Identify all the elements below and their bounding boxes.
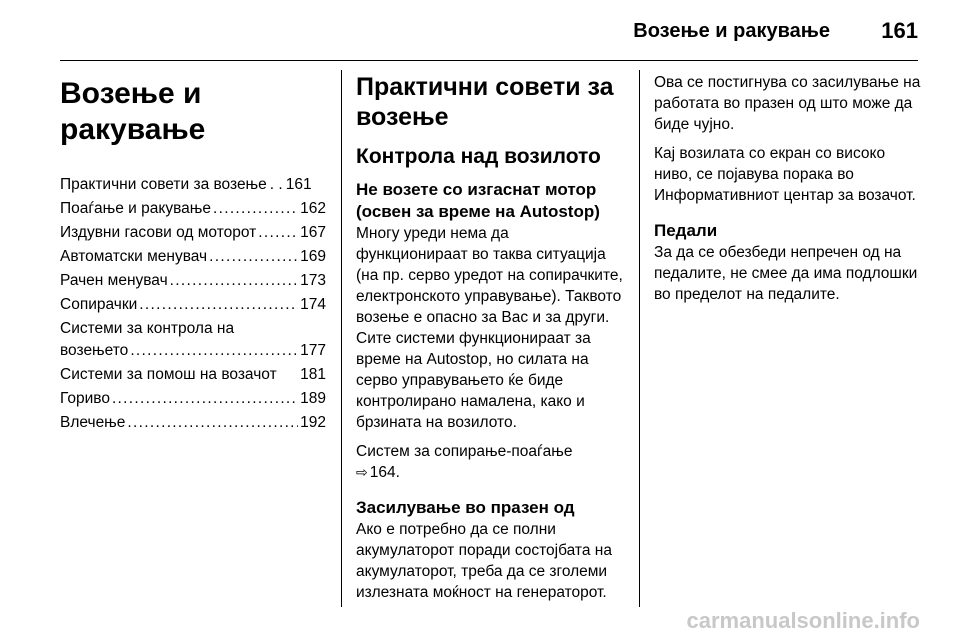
paragraph: Ако е потребно да се полни акумулаторот поради состојбата на акумулаторот, треба да се зголеми излезната моќност на генераторот. — [356, 521, 612, 601]
section-title: Практични совети за возење — [356, 73, 614, 131]
chapter-toc-column — [60, 70, 326, 436]
toc-entry-leader — [170, 270, 298, 292]
toc-entry-leader: . . — [269, 176, 283, 193]
heading-pedals: Педали — [654, 221, 718, 240]
paragraph: За да се обезбеди непречен од на педалите, не смее да има подлошки во пределот на педалите. — [654, 244, 918, 303]
toc-entry[interactable] — [60, 174, 326, 196]
paragraph: Ова се постигнува со засилување на работата во празен од што може да биде чујно. — [654, 74, 921, 133]
heading-idle-boost: Засилување во празен од — [356, 498, 575, 517]
toc-entry-label: Практични совети за возење — [60, 176, 267, 193]
toc-entry-label: Сопирачки — [60, 296, 138, 313]
toc-entry-page: 162 — [300, 200, 326, 217]
header-divider — [60, 60, 918, 61]
toc-entry[interactable] — [60, 318, 326, 362]
column-divider-1 — [341, 70, 342, 607]
subsection-title: Контрола над возилото — [356, 145, 601, 168]
toc-entry[interactable] — [60, 198, 326, 220]
toc-entry-label: Рачен менувач — [60, 272, 168, 289]
content-column-3 — [654, 72, 922, 313]
toc-entry[interactable] — [60, 364, 326, 386]
toc-entry[interactable] — [60, 412, 326, 434]
toc-entry-label: Издувни гасови од моторот — [60, 224, 257, 241]
page-reference[interactable]: 164. — [369, 464, 400, 481]
toc-entry-page: 173 — [300, 272, 326, 289]
toc-entry-leader — [209, 246, 298, 268]
toc-entry[interactable] — [60, 270, 326, 292]
paragraph: Кај возилата со екран со високо ниво, се појавува порака во Информативниот центар за возачот. — [654, 145, 916, 204]
content-column-2 — [356, 72, 624, 611]
toc-entry-label: возењето — [60, 342, 129, 359]
heading-engine-off: Не возете со изгаснат мотор (освен за време на Autostop) — [356, 180, 600, 221]
toc-entry[interactable] — [60, 222, 326, 244]
toc-entry-leader — [130, 340, 298, 362]
toc-entry-leader — [139, 294, 298, 316]
toc-entry[interactable] — [60, 246, 326, 268]
toc-entry-label: Автоматски менувач — [60, 248, 208, 265]
toc-entry[interactable] — [60, 388, 326, 410]
toc-entry-label: Гориво — [60, 390, 110, 407]
toc-entry-page: 169 — [300, 248, 326, 265]
toc-entry-leader — [258, 222, 298, 244]
toc-entry-page: 167 — [300, 224, 326, 241]
toc-entry-page: 192 — [300, 414, 326, 431]
toc-entry-page: 177 — [300, 342, 326, 359]
toc-entry-label: Системи за помош на возачот — [60, 366, 277, 383]
page-header-title: Возење и ракување — [633, 20, 830, 42]
toc-entry-page: 174 — [300, 296, 326, 313]
page-number: 161 — [881, 18, 918, 43]
toc-entry-leader — [127, 412, 298, 434]
toc-entry-page: 189 — [300, 390, 326, 407]
toc-entry-label: Влечење — [60, 414, 126, 431]
toc-entry-page: 181 — [300, 366, 326, 383]
column-divider-2 — [639, 70, 640, 607]
toc-entry-label: Поаѓање и ракување — [60, 200, 211, 217]
page-reference-arrow-icon: ⇨ — [356, 464, 368, 480]
reference-text: Систем за сопирање-поаѓање — [356, 443, 573, 460]
paragraph: Многу уреди нема да функционираат во таква ситуација (на пр. серво уредот на сопирачките, електронското управување). Таквото возење е опасно за Вас и за други. Сите системи функционираат за време на Autostop, но силата на серво управувањето ќе биде контролирано намалена, како и брзината на возилото. — [356, 225, 623, 431]
watermark: carmanualsonline.info — [686, 608, 920, 633]
toc-entry[interactable] — [60, 294, 326, 316]
toc-entry-page: 161 — [285, 176, 312, 193]
toc-entry-leader — [213, 198, 298, 220]
toc-entry-leader — [112, 388, 298, 410]
chapter-title: Возење и ракување — [60, 77, 206, 146]
toc-entry-label-line1: Системи за контрола на — [60, 320, 235, 337]
paragraph-reference — [356, 441, 624, 483]
